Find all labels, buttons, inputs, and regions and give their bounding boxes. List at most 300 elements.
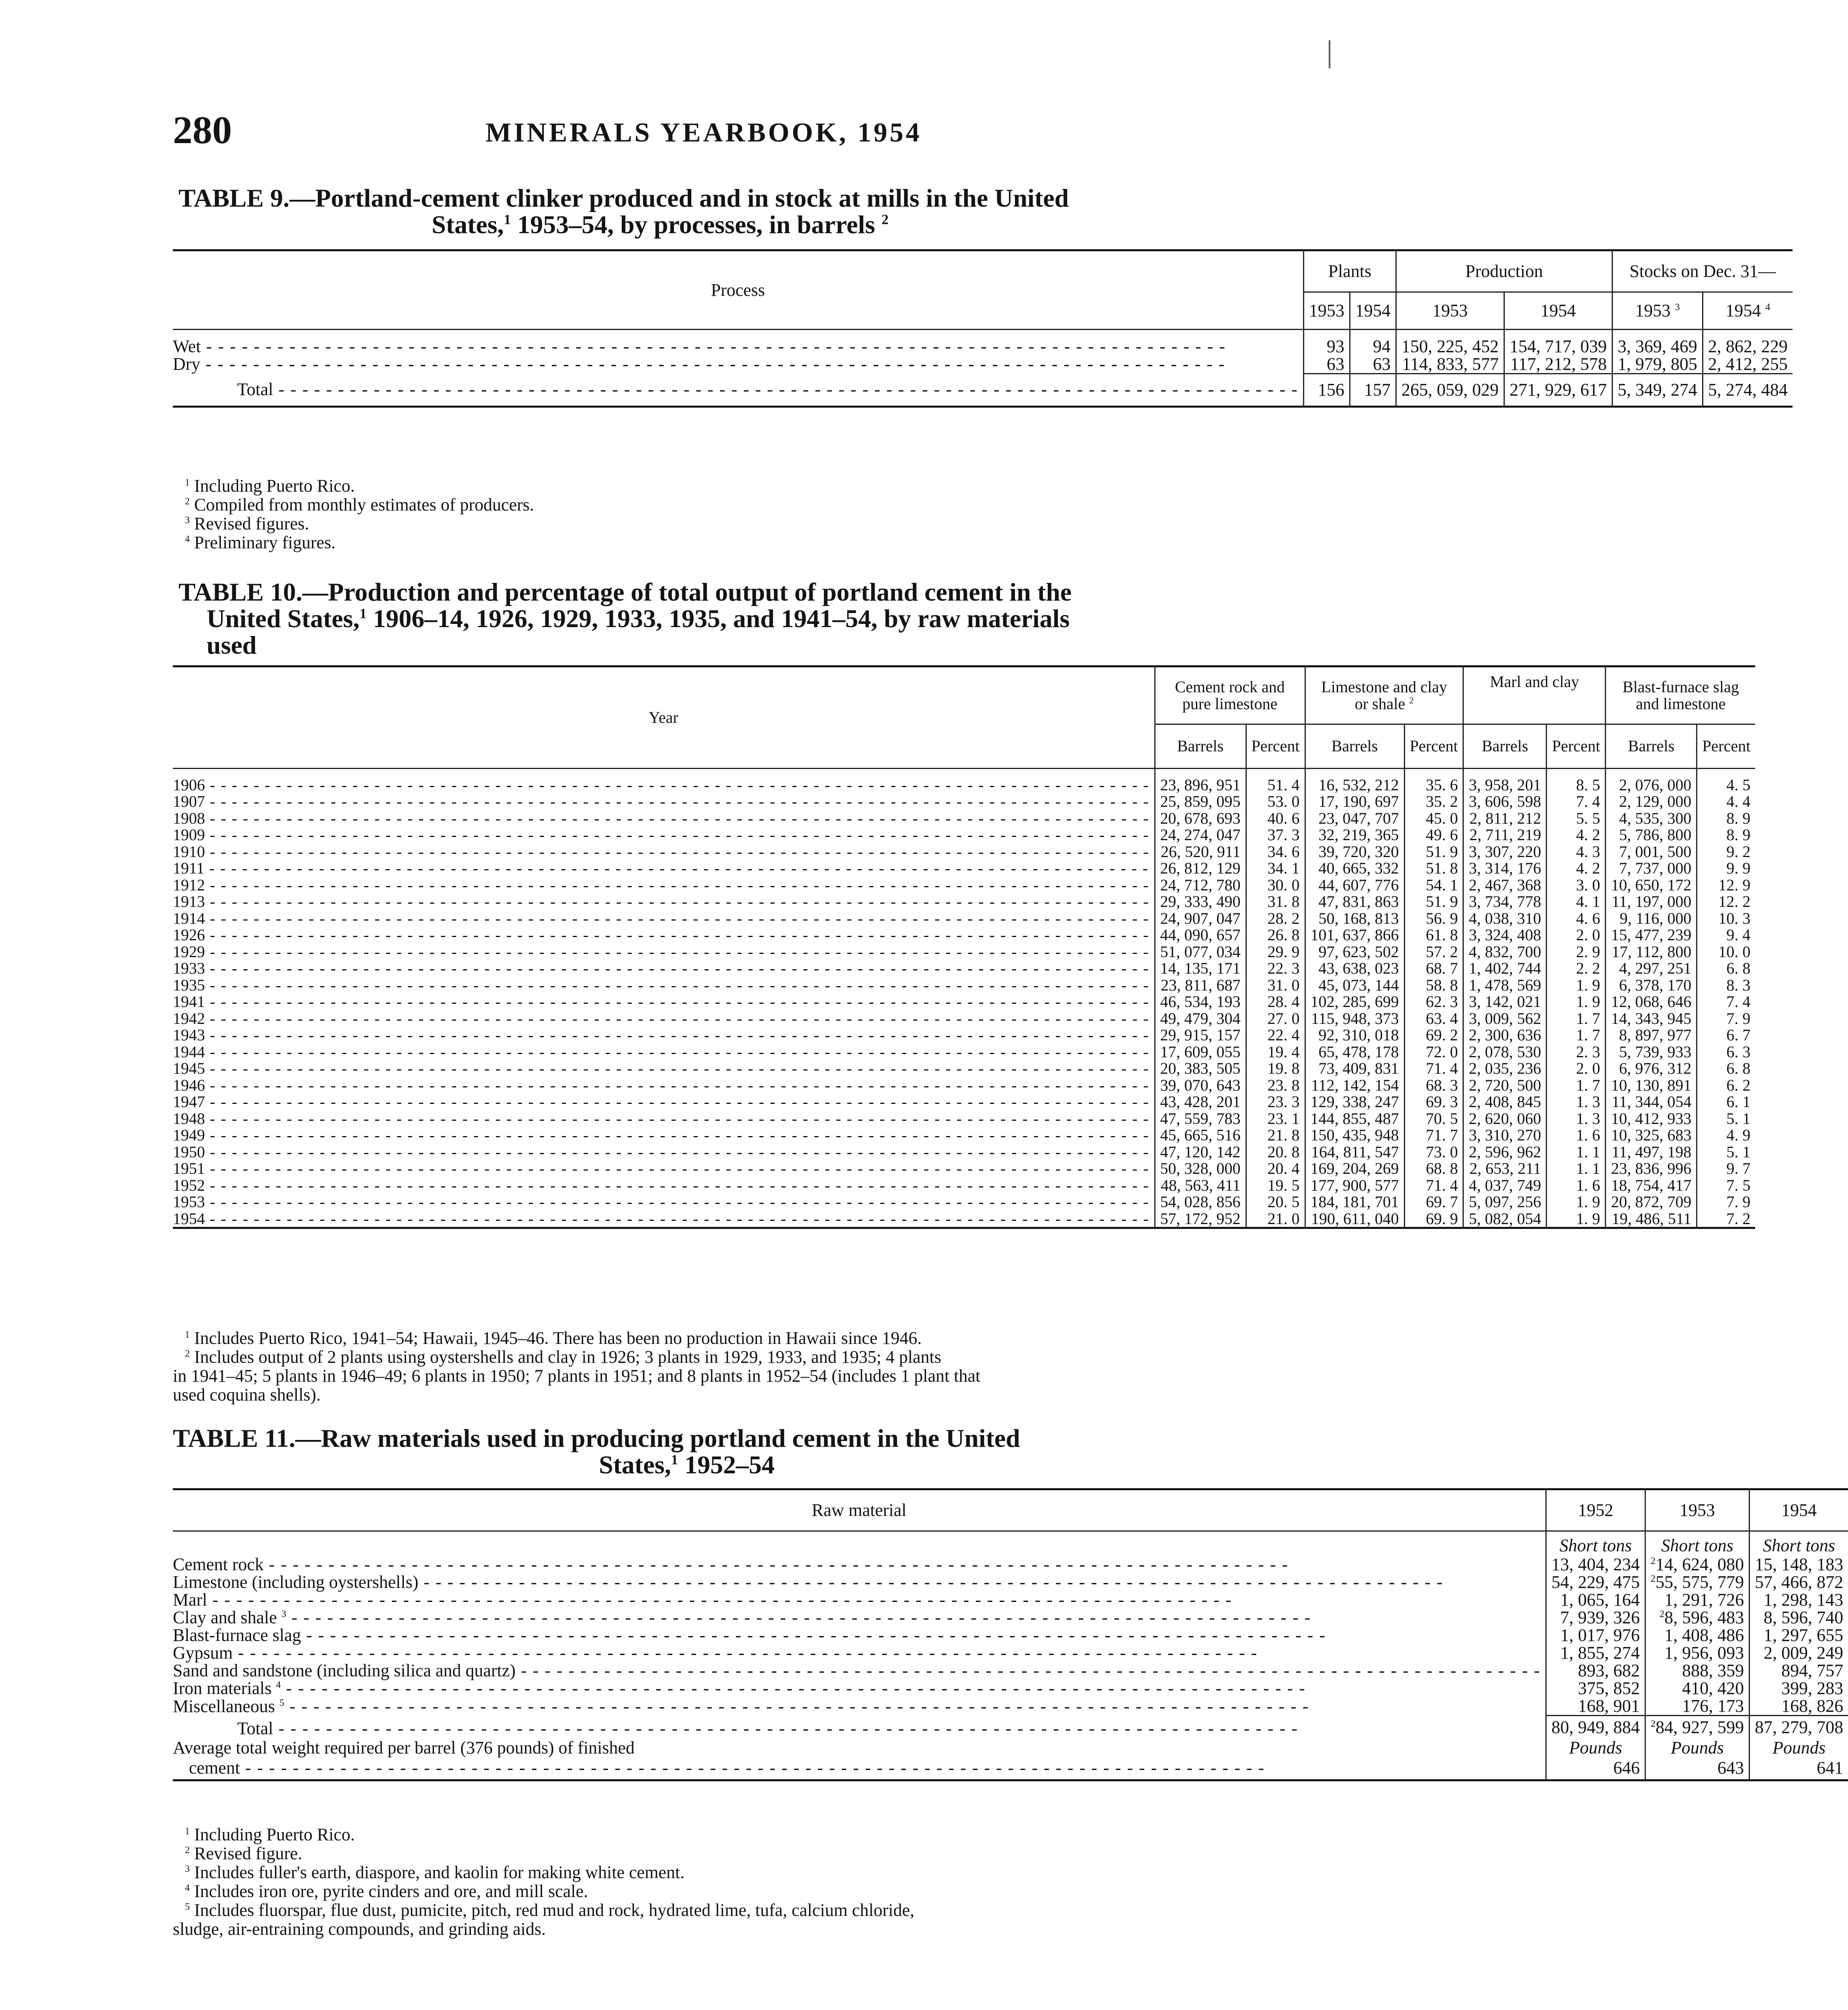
value-cell: 2. 0 <box>1547 1060 1606 1077</box>
value-cell: 40. 6 <box>1246 810 1305 827</box>
value-cell: 3, 958, 201 <box>1463 777 1547 794</box>
table-row <box>173 810 1755 827</box>
value-cell: 9. 9 <box>1697 860 1755 877</box>
year-cell: 1911 - - - <box>173 860 1155 877</box>
value-cell: 31. 0 <box>1246 977 1305 994</box>
year-cell: 1906 - - - <box>173 777 1155 794</box>
table-row <box>173 1662 1848 1680</box>
footnote: $^5$ Includes fluorspar, flue dust, pumicite, pitch, red mud and rock, hydrated lime, tufa, calcium chloride, <box>185 1900 914 1920</box>
value-cell: 101, 637, 866 <box>1305 927 1404 943</box>
year-cell: 1912 - - - <box>173 877 1155 894</box>
value-cell: 35. 2 <box>1404 793 1463 810</box>
value-cell: 20, 872, 709 <box>1606 1194 1697 1210</box>
value-cell: 47, 831, 863 <box>1305 893 1404 910</box>
table-row <box>173 827 1755 843</box>
value-cell: 43, 638, 023 <box>1305 960 1404 977</box>
footnote: $^1$ Including Puerto Rico. <box>185 476 355 496</box>
value-cell: 12, 068, 646 <box>1606 993 1697 1010</box>
value-cell: 6. 2 <box>1697 1077 1755 1094</box>
value-cell: 184, 181, 701 <box>1305 1194 1404 1210</box>
value-cell: 23, 836, 996 <box>1606 1160 1697 1177</box>
value-cell: 61. 8 <box>1404 927 1463 943</box>
value-cell: 50, 168, 813 <box>1305 910 1404 927</box>
value-cell: 5. 1 <box>1697 1144 1755 1161</box>
row-label: Sand and sandstone (including silica and quartz) <box>173 1661 516 1680</box>
value-cell: 10, 325, 683 <box>1606 1127 1697 1144</box>
value-cell: 9, 116, 000 <box>1606 910 1697 927</box>
value-cell: 15, 148, 183 <box>1750 1556 1848 1573</box>
year-cell: 1907 - - - <box>173 793 1155 810</box>
table-row <box>173 1573 1848 1591</box>
table-row <box>173 1591 1848 1609</box>
value-cell: 8. 5 <box>1547 777 1606 794</box>
table11-average-row: Average total weight required per barrel (376 pounds) of finished Pounds Pounds Pounds <box>173 1739 1848 1757</box>
value-cell: 71. 4 <box>1404 1177 1463 1194</box>
table10-footnotes: $^1$ Includes Puerto Rico, 1941–54; Hawaii, 1945–46. There has been no production in Hawaii since 1946. $^2$ Includes output of 2 plants using oystershells and clay in 1926; 3 plants in 1929, 1933, and 1935; 4 plants in 1941–45; 5 plants in 1946–49; 6 plants in 1950; 7 plants in 1951; and 8 plants in 1952–54 (includes 1 plant that used coquina shells). <box>173 1329 1234 1404</box>
value-cell: 11, 344, 054 <box>1606 1093 1697 1110</box>
value-cell: 410, 420 <box>1645 1680 1750 1697</box>
value-cell: 24, 274, 047 <box>1155 827 1246 843</box>
value-cell: 19. 8 <box>1246 1060 1305 1077</box>
value-cell: 6. 7 <box>1697 1027 1755 1044</box>
value-cell: 1, 297, 655 <box>1750 1626 1848 1644</box>
value-cell: 176, 173 <box>1645 1697 1750 1716</box>
value-cell: 92, 310, 018 <box>1305 1027 1404 1044</box>
value-cell: 2, 653, 211 <box>1463 1160 1547 1177</box>
table-row <box>173 777 1755 794</box>
value-cell: 1, 956, 093 <box>1645 1644 1750 1662</box>
footnote: $^4$ Preliminary figures. <box>185 533 336 552</box>
value-cell: 3, 314, 176 <box>1463 860 1547 877</box>
table-row <box>173 1044 1755 1060</box>
value-cell: 30. 0 <box>1246 877 1305 894</box>
year-cell: 1909 - - - <box>173 827 1155 843</box>
value-cell: 28. 4 <box>1246 993 1305 1010</box>
value-cell: 68. 8 <box>1404 1160 1463 1177</box>
value-cell: 5. 1 <box>1697 1110 1755 1127</box>
value-cell: 12. 2 <box>1697 893 1755 910</box>
value-cell: $^2$8, 596, 483 <box>1645 1609 1750 1626</box>
value-cell: 1. 7 <box>1547 1077 1606 1094</box>
value-cell: 1. 6 <box>1547 1127 1606 1144</box>
value-cell: 2, 811, 212 <box>1463 810 1547 827</box>
value-cell: $^2$14, 624, 080 <box>1645 1556 1750 1573</box>
table10-col-year: Year <box>173 667 1155 769</box>
table-row <box>173 793 1755 810</box>
value-cell: 69. 9 <box>1404 1210 1463 1228</box>
year-cell: 1946 - - - <box>173 1077 1155 1094</box>
value-cell: 3, 142, 021 <box>1463 993 1547 1010</box>
value-cell: 2. 9 <box>1547 943 1606 960</box>
footnote: $^2$ Includes output of 2 plants using oystershells and clay in 1926; 3 plants in 1929, 1933, and 1935; 4 plants <box>185 1347 941 1367</box>
value-cell: 2, 408, 845 <box>1463 1093 1547 1110</box>
footnote: $^1$ Includes Puerto Rico, 1941–54; Hawaii, 1945–46. There has been no production in Hawaii since 1946. <box>185 1328 922 1348</box>
value-cell: 40, 665, 332 <box>1305 860 1404 877</box>
value-cell: 375, 852 <box>1546 1680 1645 1697</box>
value-cell: 2, 035, 236 <box>1463 1060 1547 1077</box>
value-cell: 1. 3 <box>1547 1093 1606 1110</box>
year-cell: 1945 - - - <box>173 1060 1155 1077</box>
table-row <box>173 1027 1755 1044</box>
value-cell: 164, 811, 547 <box>1305 1144 1404 1161</box>
value-cell: 21. 0 <box>1246 1210 1305 1228</box>
value-cell: 168, 826 <box>1750 1697 1848 1716</box>
value-cell: 10. 3 <box>1697 910 1755 927</box>
year-cell: 1926 - - - <box>173 927 1155 943</box>
value-cell: 11, 197, 000 <box>1606 893 1697 910</box>
value-cell: 4, 297, 251 <box>1606 960 1697 977</box>
value-cell: 28. 2 <box>1246 910 1305 927</box>
table10: Year Cement rock and pure limestone Limestone and clay or shale $^2$ Marl and clay Blast-furnace slag and limestone Barrels Percent Barrels Percent Barrels Percent Barrels Percent 1906 - - - 23, 896, 951 51. 4 16, 532, 212 35. 6 3, 958, 201 8. 5 2, 076, 000 4. 5 1907 - - - 25, 859, 095 53. 0 17, 190, 697 35. 2 3, 606, 598 7. 4 2, 129, 000 4. 4 1908 - - - 20, 678, 693 40. 6 23, 047, 707 45. 0 2, 811, 212 5. 5 4, 535, 300 8. 9 1909 - - - 24, 274, 047 37. 3 32, 219, 365 49. 6 2, 711, 219 4. 2 5, 786, 800 8. 9 1910 - - - 26, 520, 911 34. 6 39, 720, 320 51. 9 3, 307, 220 4. 3 7, 001, 500 9. 2 1911 - - - 26, 812, 129 34. 1 40, 665, 332 51. 8 3, 314, 176 4. 2 7, 737, 000 9. 9 1912 - - - 24, 712, 780 30. 0 44, 607, 776 54. 1 2, 467, 368 3. 0 10, 650, 172 12. 9 1913 - - - 29, 333, 490 31. 8 47, 831, 863 51. 9 3, 734, 778 4. 1 11, 197, 000 12. 2 1914 - - - 24, 907, 047 28. 2 50, 168, 813 56. 9 4, 038, 310 4. 6 9, 116, 000 10. 3 1926 - - - 44, 090, 657 26. 8 101, 637, 866 61. 8 3, 324, 408 2. 0 15, 477, 239 9. 4 1929 - - - 51, 077, 034 29. 9 97, 623, 502 57. 2 4, 832, 700 2. 9 17, 112, 800 10. 0 1933 - - - 14, 135, 171 22. 3 43, 638, 023 68. 7 1, 402, 744 2. 2 4, 297, 251 6. 8 1935 - - - 23, 811, 687 31. 0 45, 073, 144 58. 8 1, 478, 569 1. 9 6, 378, 170 8. 3 1941 - - - 46, 534, 193 28. 4 102, 285, 699 62. 3 3, 142, 021 1. 9 12, 068, 646 7. 4 1942 - - - 49, 479, 304 27. 0 115, 948, 373 63. 4 3, 009, 562 1. 7 14, 343, 945 7. 9 1943 - - - 29, 915, 157 22. 4 92, 310, 018 69. 2 2, 300, 636 1. 7 8, 897, 977 6. 7 1944 - - - 17, 609, 055 19. 4 65, 478, 178 72. 0 2, 078, 530 2. 3 5, 739, 933 6. 3 1945 - - - 20, 383, 505 19. 8 73, 409, 831 71. 4 2, 035, 236 2. 0 6, 976, 312 6. 8 1946 - - - 39, 070, 643 23. 8 112, 142, 154 68. 3 2, 720, 500 1. 7 10, 130, 891 6. 2 1947 - - - 43, 428, 201 23. 3 129, 338, 247 69. 3 2, 408, 845 1. 3 11, 344, 054 6. 1 1948 - - - 47, 559, 783 23. 1 144, 855, 487 70. 5 2, 620, 060 1. 3 10, 412, 933 5. 1 1949 - - - 45, 665, 516 21. 8 150, 435, 948 71. 7 3, 310, 270 1. 6 10, 325, 683 4. 9 1950 - - - 47, 120, 142 20. 8 164, 811, 547 73. 0 2, 596, 962 1. 1 11, 497, 198 5. 1 1951 - - - 50, 328, 000 20. 4 169, 204, 269 68. 8 2, 653, 211 1. 1 23, 836, 996 9. 7 1952 - - - 48, 563, 411 19. 5 177, 900, 577 71. 4 4, 037, 749 1. 6 18, 754, 417 7. 5 1953 - - - 54, 028, 856 20. 5 184, 181, 701 69. 7 5, 097, 256 1. 9 20, 872, 709 7. 9 1954 - - - 57, 172, 952 21. 0 190, 611, 040 69. 9 5, 082, 054 1. 9 19, 486, 511 7. 2 <box>173 665 1755 1229</box>
year-cell: 1951 - - - <box>173 1160 1155 1177</box>
value-cell: 3, 324, 408 <box>1463 927 1547 943</box>
value-cell: 51, 077, 034 <box>1155 943 1246 960</box>
value-cell: 73. 0 <box>1404 1144 1463 1161</box>
value-cell: 27. 0 <box>1246 1010 1305 1027</box>
table11-total-row: Total - - - 80, 949, 884 $^2$84, 927, 599 87, 279, 708 <box>173 1716 1848 1739</box>
table9-col-production: Production <box>1396 250 1612 292</box>
table-row <box>173 1110 1755 1127</box>
table10-title: TABLE 10.—Production and percentage of total output of portland cement in the United States,$^1$ 1906–14, 1926, 1929, 1933, 1935, and 1941–54, by raw materials used <box>178 578 1072 659</box>
table-row <box>173 943 1755 960</box>
value-cell: 10, 412, 933 <box>1606 1110 1697 1127</box>
table9-header-row1 <box>173 250 1793 292</box>
value-cell: 1, 408, 486 <box>1645 1626 1750 1644</box>
footnote: $^2$ Revised figure. <box>185 1844 302 1863</box>
value-cell: 2, 300, 636 <box>1463 1027 1547 1044</box>
row-label: Iron materials <box>173 1678 276 1698</box>
value-cell: 69. 3 <box>1404 1093 1463 1110</box>
value-cell: 23, 047, 707 <box>1305 810 1404 827</box>
value-cell: 44, 607, 776 <box>1305 877 1404 894</box>
year-cell: 1950 - - - <box>173 1144 1155 1161</box>
value-cell: 1, 402, 744 <box>1463 960 1547 977</box>
table-row <box>173 1060 1755 1077</box>
value-cell: 4, 535, 300 <box>1606 810 1697 827</box>
value-cell: 2, 720, 500 <box>1463 1077 1547 1094</box>
value-cell: 8. 3 <box>1697 977 1755 994</box>
table-row <box>173 843 1755 860</box>
value-cell: 4. 6 <box>1547 910 1606 927</box>
value-cell: 7. 9 <box>1697 1194 1755 1210</box>
value-cell: 1. 7 <box>1547 1027 1606 1044</box>
value-cell: 23. 8 <box>1246 1077 1305 1094</box>
year-cell: 1914 - - - <box>173 910 1155 927</box>
value-cell: 70. 5 <box>1404 1110 1463 1127</box>
value-cell: 23, 896, 951 <box>1155 777 1246 794</box>
page-number: 280 <box>173 109 232 152</box>
value-cell: 4. 1 <box>1547 893 1606 910</box>
table-row: Iron materials $^4$ - - - 375, 852 410, 420 399, 283 <box>173 1680 1848 1697</box>
value-cell: 5, 786, 800 <box>1606 827 1697 843</box>
value-cell: 177, 900, 577 <box>1305 1177 1404 1194</box>
value-cell: 102, 285, 699 <box>1305 993 1404 1010</box>
value-cell: 2. 2 <box>1547 960 1606 977</box>
table9-title-line2: States,$^1$ 1953–54, by processes, in barrels $^2$ <box>432 210 889 239</box>
value-cell: 20. 4 <box>1246 1160 1305 1177</box>
value-cell: 21. 8 <box>1246 1127 1305 1144</box>
value-cell: 4. 2 <box>1547 827 1606 843</box>
value-cell: 7. 4 <box>1697 993 1755 1010</box>
table-row <box>173 1177 1755 1194</box>
value-cell: 18, 754, 417 <box>1606 1177 1697 1194</box>
value-cell: 112, 142, 154 <box>1305 1077 1404 1094</box>
value-cell: 3, 310, 270 <box>1463 1127 1547 1144</box>
value-cell: 14, 135, 171 <box>1155 960 1246 977</box>
value-cell: 39, 070, 643 <box>1155 1077 1246 1094</box>
value-cell: 3, 307, 220 <box>1463 843 1547 860</box>
value-cell: 2. 3 <box>1547 1044 1606 1060</box>
value-cell: 13, 404, 234 <box>1546 1556 1645 1573</box>
value-cell: 144, 855, 487 <box>1305 1110 1404 1127</box>
table-row <box>173 1160 1755 1177</box>
value-cell: 12. 9 <box>1697 877 1755 894</box>
value-cell: 894, 757 <box>1750 1662 1848 1680</box>
value-cell: 20. 8 <box>1246 1144 1305 1161</box>
value-cell: 1, 065, 164 <box>1546 1591 1645 1609</box>
table11-footnotes: $^1$ Including Puerto Rico. $^2$ Revised figure. $^3$ Includes fuller's earth, diaspore, and kaolin for making white cement. $^4$ Includes iron ore, pyrite cinders and ore, and mill scale. $^5$ Includes fluorspar, flue dust, pumicite, pitch, red mud and rock, hydrated lime, tufa, calcium chloride, sludge, air-entraining compounds, and grinding aids. <box>173 1825 1234 1938</box>
value-cell: 43, 428, 201 <box>1155 1093 1246 1110</box>
value-cell: 168, 901 <box>1546 1697 1645 1716</box>
table-row: Dry - - - 63 63 114, 833, 577 117, 212, 578 1, 979, 805 2, 412, 255 <box>173 355 1793 374</box>
value-cell: 16, 532, 212 <box>1305 777 1404 794</box>
value-cell: 57, 172, 952 <box>1155 1210 1246 1228</box>
year-cell: 1913 - - - <box>173 893 1155 910</box>
table9-col-process: Process <box>173 250 1303 330</box>
year-cell: 1941 - - - <box>173 993 1155 1010</box>
value-cell: 35. 6 <box>1404 777 1463 794</box>
value-cell: 23. 3 <box>1246 1093 1305 1110</box>
table-row <box>173 860 1755 877</box>
table11-title: TABLE 11.—Raw materials used in producing portland cement in the United States,$^1$ 1952–54 <box>173 1424 1020 1479</box>
value-cell: 32, 219, 365 <box>1305 827 1404 843</box>
value-cell: 4. 4 <box>1697 793 1755 810</box>
value-cell: 71. 4 <box>1404 1060 1463 1077</box>
value-cell: 20. 5 <box>1246 1194 1305 1210</box>
table-row <box>173 977 1755 994</box>
value-cell: 169, 204, 269 <box>1305 1160 1404 1177</box>
value-cell: 69. 2 <box>1404 1027 1463 1044</box>
value-cell: 3, 734, 778 <box>1463 893 1547 910</box>
value-cell: 34. 1 <box>1246 860 1305 877</box>
value-cell: 2, 129, 000 <box>1606 793 1697 810</box>
value-cell: 23, 811, 687 <box>1155 977 1246 994</box>
value-cell: 49. 6 <box>1404 827 1463 843</box>
table-row <box>173 1127 1755 1144</box>
value-cell: 57, 466, 872 <box>1750 1573 1848 1591</box>
value-cell: 4. 3 <box>1547 843 1606 860</box>
value-cell: 15, 477, 239 <box>1606 927 1697 943</box>
value-cell: 3, 606, 598 <box>1463 793 1547 810</box>
value-cell: 17, 190, 697 <box>1305 793 1404 810</box>
value-cell: 4, 038, 310 <box>1463 910 1547 927</box>
table-row: Clay and shale $^3$ - - - 7, 939, 326 $^2$8, 596, 483 8, 596, 740 <box>173 1609 1848 1626</box>
value-cell: 31. 8 <box>1246 893 1305 910</box>
year-cell: 1953 - - - <box>173 1194 1155 1210</box>
value-cell: 25, 859, 095 <box>1155 793 1246 810</box>
table-row <box>173 893 1755 910</box>
value-cell: 4. 5 <box>1697 777 1755 794</box>
value-cell: 5, 097, 256 <box>1463 1194 1547 1210</box>
table9-header-row2: 1953 1954 1953 1954 1953 $^3$ 1954 $^4$ <box>173 292 1793 330</box>
value-cell: 19. 4 <box>1246 1044 1305 1060</box>
row-label: Miscellaneous <box>173 1696 280 1716</box>
table11: Raw material 1952 1953 1954 Short tons Short tons Short tons Cement rock - - - 13, 404, 234 $^2$14, 624, 080 15, 148, 183 Limestone (including oystershells) - - - 54, 229, 475 $^2$55, 575, 779 57, 466, 872 Marl - - - 1, 065, 164 1, 291, 726 1, 298, 143 Clay and shale $^3$ - - - 7, 939, 326 $^2$8, 596, 483 8, 596, 740 Blast-furnace slag - - - 1, 017, 976 1, 408, 486 1, 297, 655 Gypsum - - - 1, 855, 274 1, 956, 093 2, 009, 249 Sand and sandstone (including silica and quartz) - - - 893, 682 888, 359 894, 757 Iron materials $^4$ - - - 375, 852 410, 420 399, 283 Miscellaneous $^5$ - - - 168, 901 176, 173 168, 826 Total - - - 80, 949, 884 $^2$84, 927, 599 87, 279, 708 Average total weight required per barrel (376 pounds) of finished Pounds Pounds Pounds cement - - - 646 643 641 <box>173 1488 1848 1781</box>
value-cell: 19, 486, 511 <box>1606 1210 1697 1228</box>
value-cell: 20, 678, 693 <box>1155 810 1246 827</box>
row-label: Clay and shale <box>173 1608 282 1627</box>
footnote: $^4$ Includes iron ore, pyrite cinders and ore, and mill scale. <box>185 1881 588 1901</box>
table11-body <box>173 1556 1848 1716</box>
row-label: Gypsum <box>173 1643 233 1663</box>
value-cell: 17, 609, 055 <box>1155 1044 1246 1060</box>
year-cell: 1949 - - - <box>173 1127 1155 1144</box>
value-cell: 8. 9 <box>1697 810 1755 827</box>
value-cell: 37. 3 <box>1246 827 1305 843</box>
value-cell: 7, 001, 500 <box>1606 843 1697 860</box>
value-cell: 1. 6 <box>1547 1177 1606 1194</box>
value-cell: 5, 739, 933 <box>1606 1044 1697 1060</box>
value-cell: 7. 5 <box>1697 1177 1755 1194</box>
footnote: $^1$ Including Puerto Rico. <box>185 1825 355 1844</box>
value-cell: 4, 832, 700 <box>1463 943 1547 960</box>
value-cell: 7. 9 <box>1697 1010 1755 1027</box>
value-cell: 45, 073, 144 <box>1305 977 1404 994</box>
value-cell: 7, 737, 000 <box>1606 860 1697 877</box>
year-cell: 1933 - - - <box>173 960 1155 977</box>
value-cell: 2, 711, 219 <box>1463 827 1547 843</box>
row-label: Marl <box>173 1590 207 1610</box>
value-cell: 1. 9 <box>1547 993 1606 1010</box>
value-cell: 49, 479, 304 <box>1155 1010 1246 1027</box>
value-cell: 47, 120, 142 <box>1155 1144 1246 1161</box>
value-cell: 1, 478, 569 <box>1463 977 1547 994</box>
value-cell: 4, 037, 749 <box>1463 1177 1547 1194</box>
value-cell: 1. 9 <box>1547 1210 1606 1228</box>
value-cell: 115, 948, 373 <box>1305 1010 1404 1027</box>
value-cell: 10. 0 <box>1697 943 1755 960</box>
value-cell: 1. 1 <box>1547 1144 1606 1161</box>
table-row: Miscellaneous $^5$ - - - 168, 901 176, 173 168, 826 <box>173 1697 1848 1716</box>
value-cell: 23. 1 <box>1246 1110 1305 1127</box>
year-cell: 1947 - - - <box>173 1093 1155 1110</box>
value-cell: 6, 976, 312 <box>1606 1060 1697 1077</box>
value-cell: 9. 4 <box>1697 927 1755 943</box>
year-cell: 1942 - - - <box>173 1010 1155 1027</box>
value-cell: 888, 359 <box>1645 1662 1750 1680</box>
value-cell: 1, 855, 274 <box>1546 1644 1645 1662</box>
value-cell: 44, 090, 657 <box>1155 927 1246 943</box>
value-cell: 65, 478, 178 <box>1305 1044 1404 1060</box>
value-cell: 1. 9 <box>1547 977 1606 994</box>
value-cell: 129, 338, 247 <box>1305 1093 1404 1110</box>
value-cell: 50, 328, 000 <box>1155 1160 1246 1177</box>
table9-col-stocks: Stocks on Dec. 31— <box>1612 250 1793 292</box>
value-cell: 8, 596, 740 <box>1750 1609 1848 1626</box>
table11-col-raw-material: Raw material <box>173 1489 1546 1531</box>
value-cell: 1, 291, 726 <box>1645 1591 1750 1609</box>
table-row <box>173 1644 1848 1662</box>
value-cell: 190, 611, 040 <box>1305 1210 1404 1228</box>
table9-title-line1: TABLE 9.—Portland-cement clinker produced and in stock at mills in the United <box>178 184 1069 212</box>
value-cell: 1, 298, 143 <box>1750 1591 1848 1609</box>
row-label: Cement rock <box>173 1555 264 1574</box>
value-cell: 17, 112, 800 <box>1606 943 1697 960</box>
value-cell: 34. 6 <box>1246 843 1305 860</box>
table-row <box>173 993 1755 1010</box>
value-cell: 2, 078, 530 <box>1463 1044 1547 1060</box>
year-cell: 1908 - - - <box>173 810 1155 827</box>
value-cell: 2, 596, 962 <box>1463 1144 1547 1161</box>
value-cell: 53. 0 <box>1246 793 1305 810</box>
value-cell: 56. 9 <box>1404 910 1463 927</box>
value-cell: 4. 9 <box>1697 1127 1755 1144</box>
year-cell: 1935 - - - <box>173 977 1155 994</box>
value-cell: 6. 8 <box>1697 960 1755 977</box>
table-row <box>173 1010 1755 1027</box>
table-row <box>173 877 1755 894</box>
value-cell: 51. 9 <box>1404 893 1463 910</box>
table-row <box>173 1077 1755 1094</box>
table9 <box>173 249 1793 408</box>
value-cell: 24, 712, 780 <box>1155 877 1246 894</box>
value-cell: 51. 9 <box>1404 843 1463 860</box>
value-cell: 8. 9 <box>1697 827 1755 843</box>
value-cell: 71. 7 <box>1404 1127 1463 1144</box>
value-cell: 150, 435, 948 <box>1305 1127 1404 1144</box>
table9-title <box>178 185 1069 238</box>
row-label: Limestone (including oystershells) <box>173 1572 418 1592</box>
table-row: Wet - - - 93 94 150, 225, 452 154, 717, 039 3, 369, 469 2, 862, 229 <box>173 338 1793 355</box>
year-cell: 1910 - - - <box>173 843 1155 860</box>
value-cell: 399, 283 <box>1750 1680 1848 1697</box>
scan-mark <box>1329 40 1330 68</box>
value-cell: 22. 3 <box>1246 960 1305 977</box>
table-row <box>173 1556 1848 1573</box>
value-cell: 7. 2 <box>1697 1210 1755 1228</box>
value-cell: 2, 009, 249 <box>1750 1644 1848 1662</box>
value-cell: 10, 130, 891 <box>1606 1077 1697 1094</box>
value-cell: 893, 682 <box>1546 1662 1645 1680</box>
value-cell: 4. 2 <box>1547 860 1606 877</box>
table-row <box>173 1210 1755 1228</box>
value-cell: 45, 665, 516 <box>1155 1127 1246 1144</box>
row-label: Blast-furnace slag <box>173 1625 301 1645</box>
value-cell: 14, 343, 945 <box>1606 1010 1697 1027</box>
value-cell: 54, 229, 475 <box>1546 1573 1645 1591</box>
value-cell: 10, 650, 172 <box>1606 877 1697 894</box>
table-row <box>173 927 1755 943</box>
value-cell: 2. 0 <box>1547 927 1606 943</box>
value-cell: 7. 4 <box>1547 793 1606 810</box>
value-cell: 8, 897, 977 <box>1606 1027 1697 1044</box>
value-cell: 47, 559, 783 <box>1155 1110 1246 1127</box>
value-cell: 48, 563, 411 <box>1155 1177 1246 1194</box>
value-cell: 5, 082, 054 <box>1463 1210 1547 1228</box>
year-cell: 1929 - - - <box>173 943 1155 960</box>
year-cell: 1948 - - - <box>173 1110 1155 1127</box>
value-cell: 29. 9 <box>1246 943 1305 960</box>
table-row <box>173 1144 1755 1161</box>
table9-footnotes <box>185 476 534 552</box>
value-cell: 20, 383, 505 <box>1155 1060 1246 1077</box>
table-row <box>173 1626 1848 1644</box>
table9-total-row: Total - - - 156 157 265, 059, 029 271, 929, 617 5, 349, 274 5, 274, 484 <box>173 373 1793 407</box>
value-cell: 19. 5 <box>1246 1177 1305 1194</box>
value-cell: 2, 467, 368 <box>1463 877 1547 894</box>
table10-body <box>173 769 1755 1228</box>
value-cell: 46, 534, 193 <box>1155 993 1246 1010</box>
